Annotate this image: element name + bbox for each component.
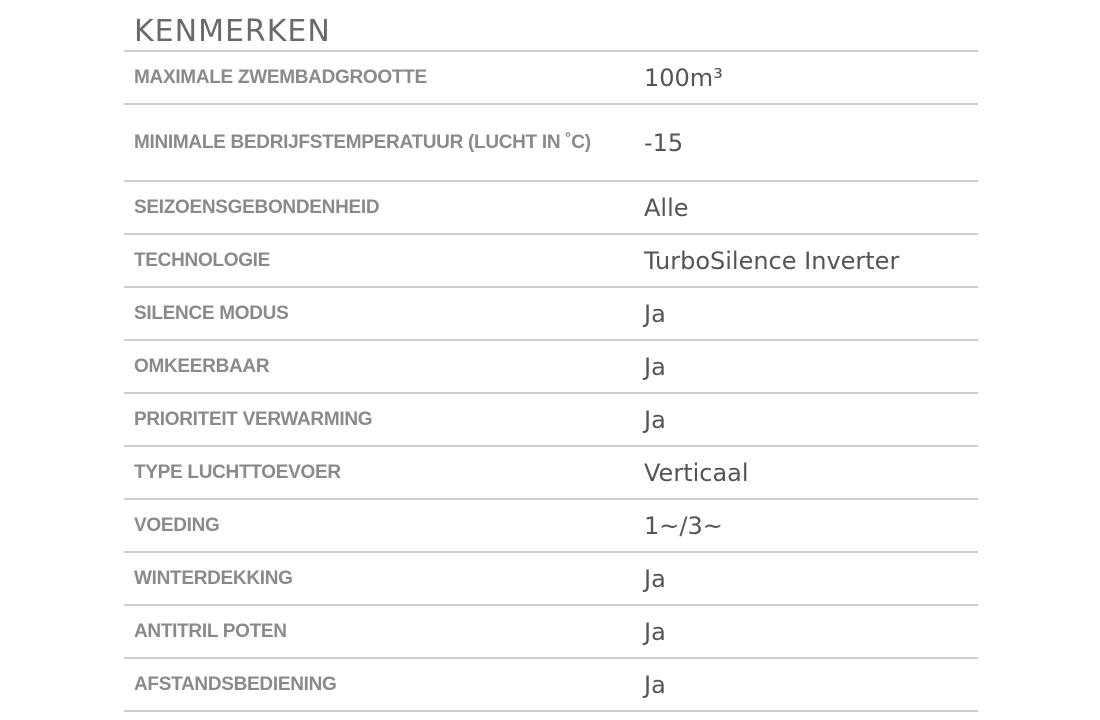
spec-row-reversible <box>124 341 978 394</box>
spec-label: TECHNOLOGIE <box>134 250 271 271</box>
spec-row-max-pool-size <box>124 52 978 105</box>
spec-row-technology <box>124 235 978 288</box>
specs-table <box>124 0 978 712</box>
spec-label: PRIORITEIT VERWARMING <box>134 409 373 430</box>
spec-value: Ja <box>644 670 666 699</box>
spec-row-seasonality <box>124 182 978 235</box>
spec-label: MAXIMALE ZWEMBADGROOTTE <box>134 67 427 88</box>
spec-value: -15 <box>644 128 684 157</box>
section-title: KENMERKEN <box>124 0 978 52</box>
spec-value: Ja <box>644 405 666 434</box>
spec-label: MINIMALE BEDRIJFSTEMPERATUUR (LUCHT IN ˚C) <box>134 132 591 153</box>
spec-label: ANTITRIL POTEN <box>134 621 287 642</box>
spec-row-silence-mode <box>124 288 978 341</box>
spec-row-power-supply <box>124 500 978 553</box>
spec-label: OMKEERBAAR <box>134 356 270 377</box>
spec-label: TYPE LUCHTTOEVOER <box>134 462 341 483</box>
spec-value: Ja <box>644 564 666 593</box>
spec-label: WINTERDEKKING <box>134 568 293 589</box>
spec-value: Ja <box>644 352 666 381</box>
spec-value: 1~/3~ <box>644 511 723 540</box>
spec-row-anti-vibration-feet <box>124 606 978 659</box>
spec-value: Verticaal <box>644 458 749 487</box>
spec-value: 100m³ <box>644 63 723 92</box>
spec-value: Ja <box>644 299 666 328</box>
spec-label: SILENCE MODUS <box>134 303 289 324</box>
spec-row-winter-cover <box>124 553 978 606</box>
spec-value: TurboSilence Inverter <box>644 246 900 275</box>
spec-label: VOEDING <box>134 515 220 536</box>
spec-row-min-operating-temp <box>124 105 978 182</box>
spec-row-remote-control <box>124 659 978 712</box>
spec-label: SEIZOENSGEBONDENHEID <box>134 197 380 218</box>
spec-row-heating-priority <box>124 394 978 447</box>
spec-value: Ja <box>644 617 666 646</box>
spec-value: Alle <box>644 193 689 222</box>
spec-label: AFSTANDSBEDIENING <box>134 674 337 695</box>
spec-row-air-intake-type <box>124 447 978 500</box>
